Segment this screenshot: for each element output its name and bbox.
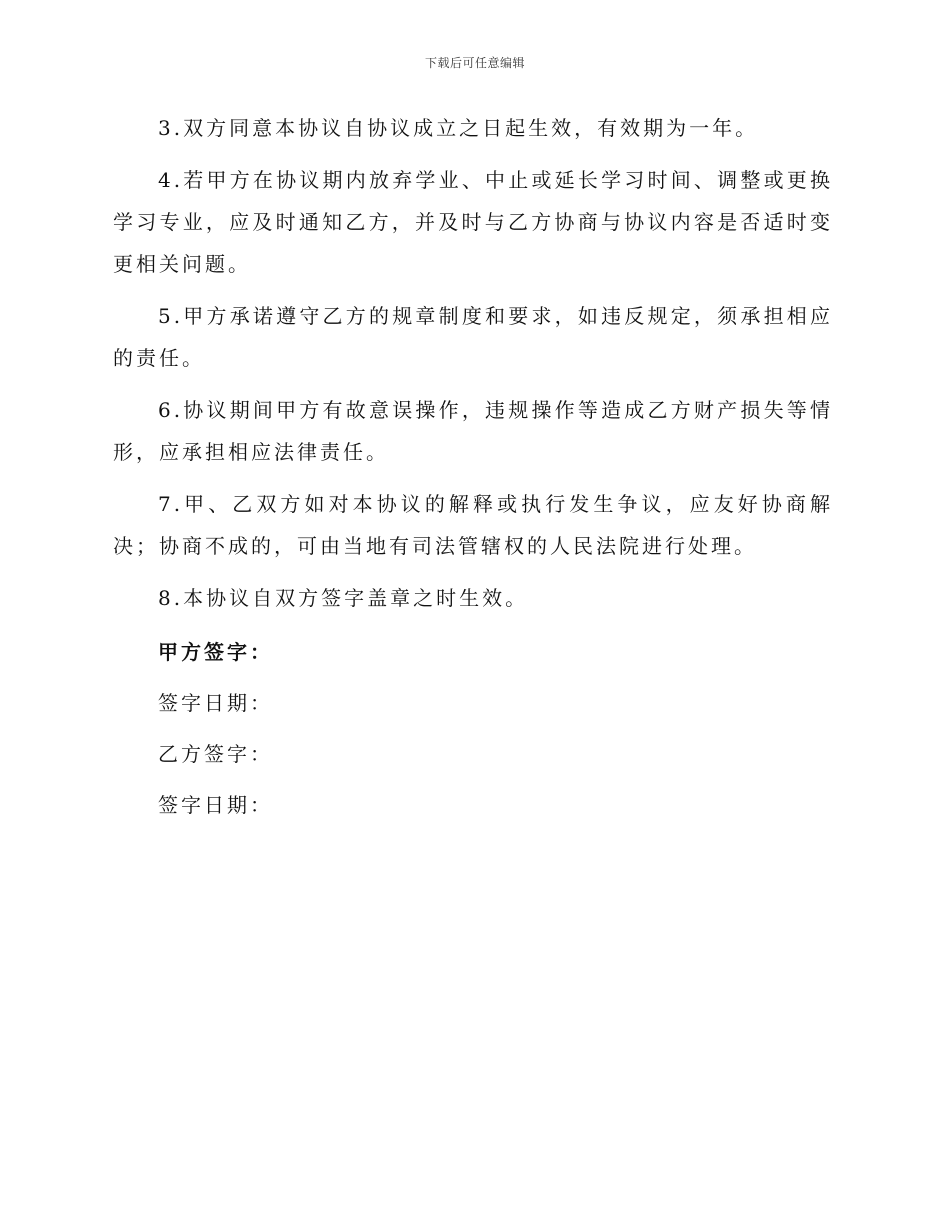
party-b-date-label: 签字日期： xyxy=(158,793,273,817)
party-a-date-label: 签字日期： xyxy=(158,691,273,715)
party-b-signature-label: 乙方签字： xyxy=(158,742,273,766)
party-a-signature-label: 甲方签字： xyxy=(158,640,273,664)
clause-6: 6.协议期间甲方有故意误操作，违规操作等造成乙方财产损失等情形，应承担相应法律责任。 xyxy=(113,398,833,464)
agreement-clauses xyxy=(113,107,833,629)
signature-block xyxy=(158,627,658,831)
clause-5: 5.甲方承诺遵守乙方的规章制度和要求，如违反规定，须承担相应的责任。 xyxy=(113,304,833,370)
clause-7: 7.甲、乙双方如对本协议的解释或执行发生争议，应友好协商解决；协商不成的，可由当地有司法管辖权的人民法院进行处理。 xyxy=(113,492,833,558)
clause-8: 8.本协议自双方签字盖章之时生效。 xyxy=(158,586,529,610)
page-header: 下载后可任意编辑 xyxy=(424,56,525,70)
clause-4: 4.若甲方在协议期内放弃学业、中止或延长学习时间、调整或更换学习专业，应及时通知乙方，并及时与乙方协商与协议内容是否适时变更相关问题。 xyxy=(113,168,833,276)
clause-3: 3.双方同意本协议自协议成立之日起生效，有效期为一年。 xyxy=(158,116,759,140)
